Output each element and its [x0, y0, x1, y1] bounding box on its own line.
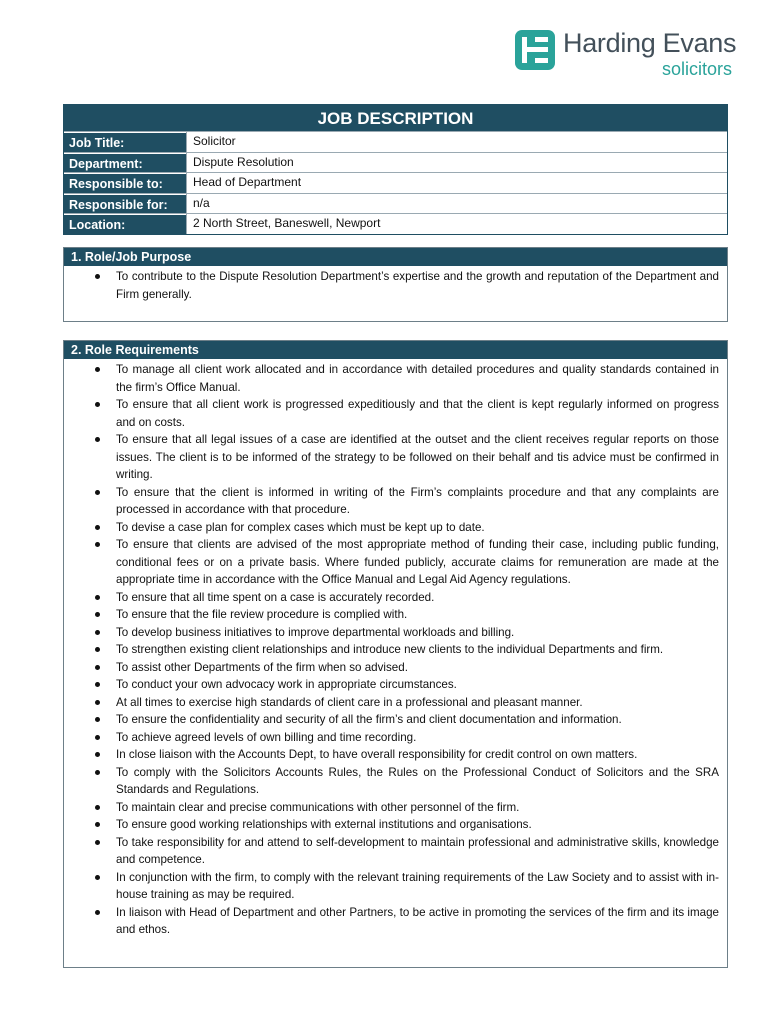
list-item: To ensure the confidentiality and security of all the firm’s and client documentation and information.	[116, 711, 719, 729]
list-item: To devise a case plan for complex cases which must be kept up to date.	[116, 519, 719, 537]
list-item: To conduct your own advocacy work in appropriate circumstances.	[116, 676, 719, 694]
info-label: Location:	[64, 214, 186, 234]
list-item: To ensure that the client is informed in writing of the Firm’s complaints procedure and that any complaints are processed in accordance with that procedure.	[116, 484, 719, 519]
list-item: To take responsibility for and attend to self-development to maintain professional and administrative skills, knowledge and competence.	[116, 834, 719, 869]
list-item: To develop business initiatives to improve departmental workloads and billing.	[116, 624, 719, 642]
info-label: Department:	[64, 153, 186, 173]
role-purpose-section	[63, 247, 728, 322]
list-item: In liaison with Head of Department and other Partners, to be active in promoting the services of the firm and its image and ethos.	[116, 904, 719, 939]
info-row	[64, 193, 727, 214]
info-row	[64, 131, 727, 152]
role-purpose-list	[64, 266, 727, 303]
role-requirements-list	[64, 359, 727, 939]
list-item: To manage all client work allocated and in accordance with detailed procedures and quality standards contained in the firm’s Office Manual.	[116, 361, 719, 396]
info-label: Job Title:	[64, 132, 186, 152]
info-value: Head of Department	[186, 173, 727, 193]
list-item: To ensure good working relationships with external institutions and organisations.	[116, 816, 719, 834]
company-logo	[515, 30, 735, 82]
list-item: To comply with the Solicitors Accounts Rules, the Rules on the Professional Conduct of Solicitors and the SRA Standards and Regulations.	[116, 764, 719, 799]
info-label: Responsible to:	[64, 173, 186, 193]
list-item: To maintain clear and precise communications with other personnel of the firm.	[116, 799, 719, 817]
list-item: At all times to exercise high standards of client care in a professional and pleasant manner.	[116, 694, 719, 712]
list-item: To contribute to the Dispute Resolution Department’s expertise and the growth and reputation of the Department and Firm generally.	[116, 268, 719, 303]
info-label: Responsible for:	[64, 194, 186, 214]
list-item: To assist other Departments of the firm when so advised.	[116, 659, 719, 677]
info-row	[64, 152, 727, 173]
list-item: In close liaison with the Accounts Dept, to have overall responsibility for credit control on own matters.	[116, 746, 719, 764]
document-title: JOB DESCRIPTION	[64, 105, 727, 131]
logo-mark-icon	[515, 30, 555, 70]
list-item: To ensure that the file review procedure is complied with.	[116, 606, 719, 624]
role-requirements-section	[63, 340, 728, 968]
info-row	[64, 172, 727, 193]
job-info-table	[63, 104, 728, 235]
info-value: 2 North Street, Baneswell, Newport	[186, 214, 727, 234]
list-item: To ensure that all time spent on a case is accurately recorded.	[116, 589, 719, 607]
info-value: Solicitor	[186, 132, 727, 152]
list-item: To achieve agreed levels of own billing and time recording.	[116, 729, 719, 747]
list-item: To strengthen existing client relationships and introduce new clients to the individual Departments and firm.	[116, 641, 719, 659]
section-heading: 1. Role/Job Purpose	[64, 248, 727, 266]
section-heading: 2. Role Requirements	[64, 341, 727, 359]
list-item: In conjunction with the firm, to comply with the relevant training requirements of the Law Society and to assist with in-house training as may be required.	[116, 869, 719, 904]
logo-subtitle: solicitors	[661, 59, 732, 79]
logo-name: Harding Evans	[563, 28, 737, 58]
list-item: To ensure that all legal issues of a case are identified at the outset and the client receives regular reports on those issues. The client is to be informed of the strategy to be followed on their behalf and tis advice must be confirmed in writing.	[116, 431, 719, 484]
info-value: Dispute Resolution	[186, 153, 727, 173]
list-item: To ensure that all client work is progressed expeditiously and that the client is kept regularly informed on progress and on costs.	[116, 396, 719, 431]
list-item: To ensure that clients are advised of the most appropriate method of funding their case, including public funding, conditional fees or on a private basis. Where funded publicly, accurate claims for remuneration are made at the appropriate time in accordance with the Office Manual and Legal Aid Agency regulations.	[116, 536, 719, 589]
info-value: n/a	[186, 194, 727, 214]
info-row	[64, 213, 727, 234]
